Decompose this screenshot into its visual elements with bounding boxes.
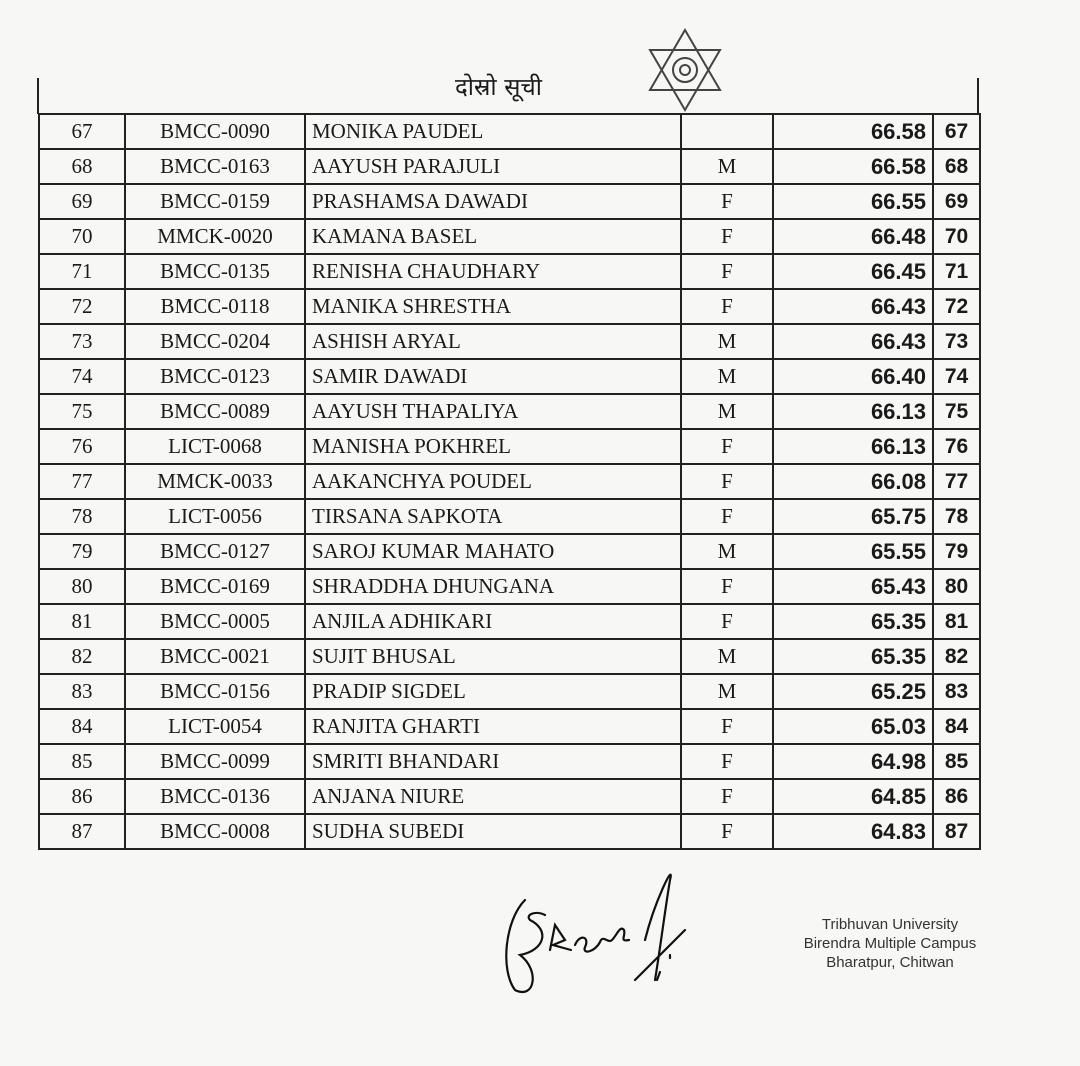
table-row [39,499,980,534]
gender-cell: M [681,149,773,184]
student-id-cell: BMCC-0123 [125,359,305,394]
serial-number-cell: 81 [39,604,125,639]
university-emblem-star [640,28,730,112]
table-row [39,709,980,744]
rank-cell: 87 [933,814,980,849]
serial-number-cell: 70 [39,219,125,254]
gender-cell: F [681,604,773,639]
serial-number-cell: 78 [39,499,125,534]
score-cell: 65.55 [773,534,933,569]
student-name-cell: SMRITI BHANDARI [305,744,681,779]
score-cell: 65.75 [773,499,933,534]
student-name-cell: ANJANA NIURE [305,779,681,814]
gender-cell: M [681,394,773,429]
table-row [39,324,980,359]
rank-cell: 84 [933,709,980,744]
rank-cell: 67 [933,114,980,149]
rank-cell: 83 [933,674,980,709]
rank-cell: 69 [933,184,980,219]
student-name-cell: RANJITA GHARTI [305,709,681,744]
rank-cell: 74 [933,359,980,394]
score-cell: 66.13 [773,429,933,464]
rank-cell: 71 [933,254,980,289]
student-name-cell: ASHISH ARYAL [305,324,681,359]
score-cell: 65.35 [773,604,933,639]
gender-cell: F [681,254,773,289]
table-row [39,429,980,464]
table-row [39,114,980,149]
serial-number-cell: 85 [39,744,125,779]
serial-number-cell: 83 [39,674,125,709]
student-name-cell: PRADIP SIGDEL [305,674,681,709]
student-id-cell: BMCC-0118 [125,289,305,324]
table-row [39,254,980,289]
score-cell: 66.55 [773,184,933,219]
score-cell: 66.58 [773,149,933,184]
table-row [39,639,980,674]
gender-cell: M [681,534,773,569]
student-id-cell: BMCC-0089 [125,394,305,429]
rank-cell: 79 [933,534,980,569]
student-name-cell: SUJIT BHUSAL [305,639,681,674]
rank-cell: 70 [933,219,980,254]
table-row [39,744,980,779]
rank-cell: 86 [933,779,980,814]
serial-number-cell: 79 [39,534,125,569]
student-id-cell: BMCC-0127 [125,534,305,569]
student-name-cell: SAMIR DAWADI [305,359,681,394]
score-cell: 66.43 [773,324,933,359]
table-row [39,359,980,394]
student-id-cell: LICT-0056 [125,499,305,534]
table-row [39,289,980,324]
student-id-cell: BMCC-0135 [125,254,305,289]
gender-cell: F [681,709,773,744]
table-row [39,149,980,184]
score-cell: 66.08 [773,464,933,499]
gender-cell: F [681,814,773,849]
student-name-cell: MANISHA POKHREL [305,429,681,464]
student-id-cell: BMCC-0090 [125,114,305,149]
score-cell: 65.43 [773,569,933,604]
table-row [39,184,980,219]
gender-cell: M [681,674,773,709]
gender-cell: M [681,359,773,394]
rank-cell: 73 [933,324,980,359]
rank-cell: 72 [933,289,980,324]
student-id-cell: BMCC-0021 [125,639,305,674]
student-name-cell: SHRADDHA DHUNGANA [305,569,681,604]
rank-cell: 80 [933,569,980,604]
serial-number-cell: 86 [39,779,125,814]
university-stamp [760,915,1020,972]
student-id-cell: BMCC-0159 [125,184,305,219]
table-row [39,814,980,849]
rank-cell: 78 [933,499,980,534]
table-border-left [37,78,39,114]
score-cell: 66.45 [773,254,933,289]
rank-cell: 85 [933,744,980,779]
rank-cell: 81 [933,604,980,639]
student-id-cell: BMCC-0163 [125,149,305,184]
rank-cell: 75 [933,394,980,429]
student-name-cell: ANJILA ADHIKARI [305,604,681,639]
score-cell: 66.43 [773,289,933,324]
gender-cell: F [681,499,773,534]
gender-cell: F [681,569,773,604]
rank-cell: 68 [933,149,980,184]
table-row [39,674,980,709]
student-id-cell: MMCK-0020 [125,219,305,254]
score-cell: 64.85 [773,779,933,814]
table-row [39,464,980,499]
student-name-cell: MONIKA PAUDEL [305,114,681,149]
table-border-right [977,78,979,114]
list-title: दोस्रो सूची [455,73,542,101]
student-id-cell: MMCK-0033 [125,464,305,499]
table-row [39,219,980,254]
serial-number-cell: 84 [39,709,125,744]
student-name-cell: SAROJ KUMAR MAHATO [305,534,681,569]
stamp-line: Birendra Multiple Campus [803,935,977,952]
rank-cell: 77 [933,464,980,499]
student-name-cell: AAKANCHYA POUDEL [305,464,681,499]
serial-number-cell: 76 [39,429,125,464]
serial-number-cell: 80 [39,569,125,604]
score-cell: 66.13 [773,394,933,429]
stamp-line: Bharatpur, Chitwan [826,954,954,971]
student-name-cell: PRASHAMSA DAWADI [305,184,681,219]
table-row [39,604,980,639]
gender-cell: F [681,219,773,254]
rank-cell: 76 [933,429,980,464]
student-id-cell: BMCC-0204 [125,324,305,359]
score-cell: 66.58 [773,114,933,149]
student-name-cell: AAYUSH PARAJULI [305,149,681,184]
score-cell: 66.40 [773,359,933,394]
student-id-cell: LICT-0068 [125,429,305,464]
score-cell: 64.83 [773,814,933,849]
gender-cell: F [681,289,773,324]
student-id-cell: LICT-0054 [125,709,305,744]
table-row [39,534,980,569]
gender-cell: F [681,779,773,814]
gender-cell [681,114,773,149]
gender-cell: F [681,464,773,499]
score-cell: 65.03 [773,709,933,744]
student-name-cell: TIRSANA SAPKOTA [305,499,681,534]
student-name-cell: KAMANA BASEL [305,219,681,254]
gender-cell: F [681,744,773,779]
serial-number-cell: 87 [39,814,125,849]
student-id-cell: BMCC-0008 [125,814,305,849]
serial-number-cell: 68 [39,149,125,184]
student-name-cell: RENISHA CHAUDHARY [305,254,681,289]
student-id-cell: BMCC-0005 [125,604,305,639]
gender-cell: F [681,184,773,219]
score-cell: 66.48 [773,219,933,254]
student-id-cell: BMCC-0099 [125,744,305,779]
student-id-cell: BMCC-0156 [125,674,305,709]
score-cell: 64.98 [773,744,933,779]
score-cell: 65.25 [773,674,933,709]
serial-number-cell: 82 [39,639,125,674]
student-id-cell: BMCC-0136 [125,779,305,814]
serial-number-cell: 71 [39,254,125,289]
gender-cell: M [681,639,773,674]
score-cell: 65.35 [773,639,933,674]
student-name-cell: AAYUSH THAPALIYA [305,394,681,429]
stamp-line: Tribhuvan University [821,916,959,933]
serial-number-cell: 77 [39,464,125,499]
rank-cell: 82 [933,639,980,674]
merit-list-table [38,113,981,850]
serial-number-cell: 69 [39,184,125,219]
serial-number-cell: 67 [39,114,125,149]
table-row [39,394,980,429]
serial-number-cell: 72 [39,289,125,324]
gender-cell: M [681,324,773,359]
student-id-cell: BMCC-0169 [125,569,305,604]
serial-number-cell: 74 [39,359,125,394]
student-name-cell: MANIKA SHRESTHA [305,289,681,324]
student-name-cell: SUDHA SUBEDI [305,814,681,849]
signature [495,860,695,1000]
serial-number-cell: 73 [39,324,125,359]
serial-number-cell: 75 [39,394,125,429]
gender-cell: F [681,429,773,464]
table-row [39,779,980,814]
table-row [39,569,980,604]
